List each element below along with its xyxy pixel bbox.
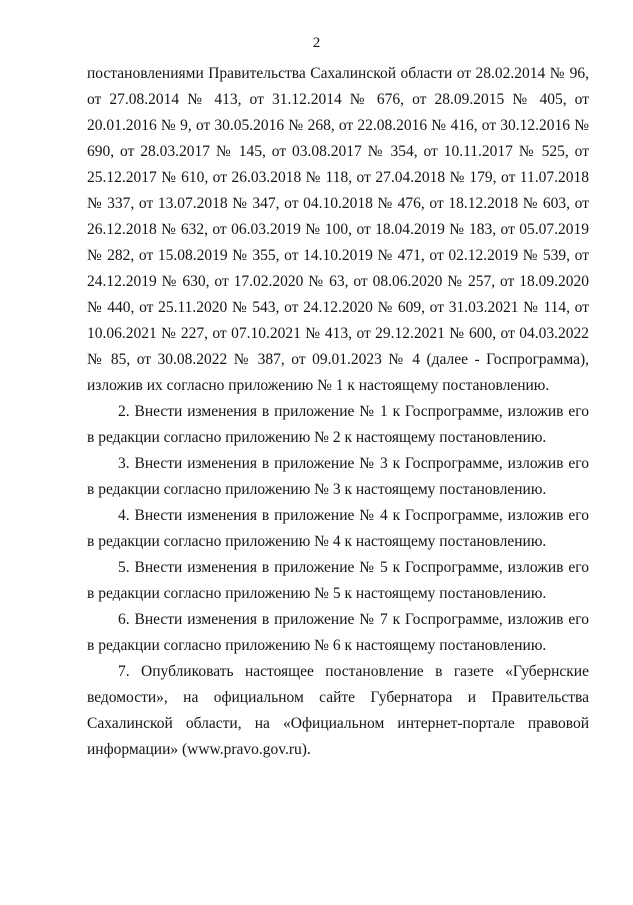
paragraph-item-2: 2. Внести изменения в приложение № 1 к Госпрограмме, изложив его в редакции согласно приложению № 2 к настоящему постановлению. — [87, 403, 589, 446]
paragraph-item-5: 5. Внести изменения в приложение № 5 к Госпрограмме, изложив его в редакции согласно приложению № 5 к настоящему постановлению. — [87, 559, 589, 602]
paragraph-item-7: 7. Опубликовать настоящее постановление в газете «Губернские ведомости», на официальном сайте Губернатора и Правительства Сахалинской области, на «Официальном интернет-портале правовой информации» (www.pravo.gov.ru). — [87, 663, 589, 758]
paragraph-item-3: 3. Внести изменения в приложение № 3 к Госпрограмме, изложив его в редакции согласно приложению № 3 к настоящему постановлению. — [87, 455, 589, 498]
paragraph-item-4: 4. Внести изменения в приложение № 4 к Госпрограмме, изложив его в редакции согласно приложению № 4 к настоящему постановлению. — [87, 507, 589, 550]
page-number: 2 — [312, 35, 321, 51]
document-body — [87, 61, 589, 763]
paragraph-item-6: 6. Внести изменения в приложение № 7 к Госпрограмме, изложив его в редакции согласно приложению № 6 к настоящему постановлению. — [87, 611, 589, 654]
paragraph-continuation: постановлениями Правительства Сахалинской области от 28.02.2014 № 96, от 27.08.2014 № 413, от 31.12.2014 № 676, от 28.09.2015 № 405, от 20.01.2016 № 9, от 30.05.2016 № 268, от 22.08.2016 № 416, от 30.12.2016 № 690, от 28.03.2017 № 145, от 03.08.2017 № 354, от 10.11.2017 № 525, от 25.12.2017 № 610, от 26.03.2018 № 118, от 27.04.2018 № 179, от 11.07.2018 № 337, от 13.07.2018 № 347, от 04.10.2018 № 476, от 18.12.2018 № 603, от 26.12.2018 № 632, от 06.03.2019 № 100, от 18.04.2019 № 183, от 05.07.2019 № 282, от 15.08.2019 № 355, от 14.10.2019 № 471, от 02.12.2019 № 539, от 24.12.2019 № 630, от 17.02.2020 № 63, от 08.06.2020 № 257, от 18.09.2020 № 440, от 25.11.2020 № 543, от 24.12.2020 № 609, от 31.03.2021 № 114, от 10.06.2021 № 227, от 07.10.2021 № 413, от 29.12.2021 № 600, от 04.03.2022 № 85, от 30.08.2022 № 387, от 09.01.2023 № 4 (далее - Госпрограмма), изложив их согласно приложению № 1 к настоящему постановлению. — [87, 65, 589, 394]
